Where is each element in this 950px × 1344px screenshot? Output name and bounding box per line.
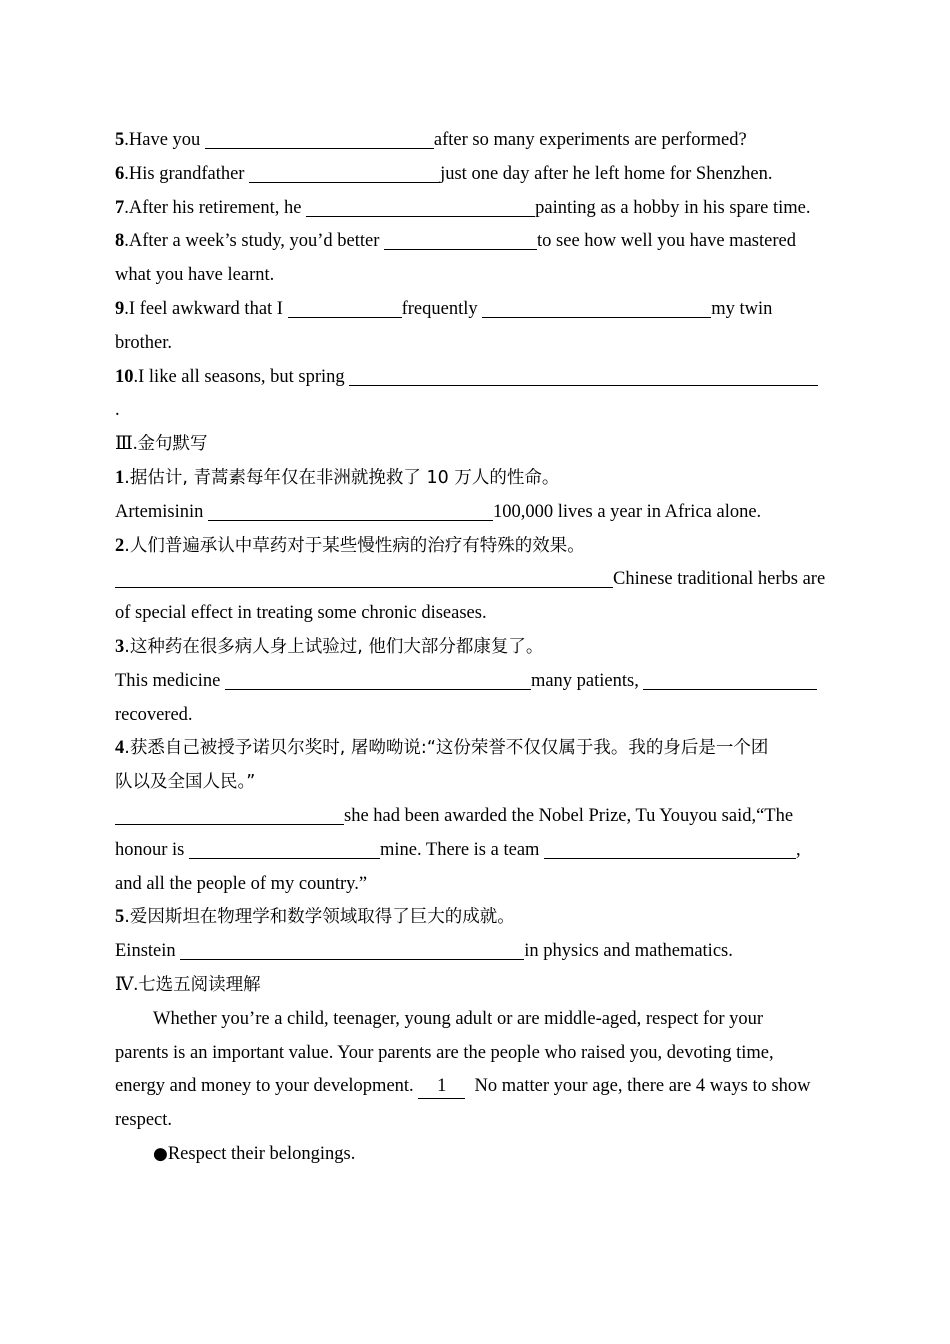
question-9 <box>115 293 840 327</box>
question-text: .After his retirement, he <box>124 197 307 218</box>
question-9-continued: brother. <box>115 332 173 353</box>
section-title: 金句默写 <box>137 434 208 455</box>
question-text: .I like all seasons, but spring <box>133 366 350 387</box>
question-text: my twin <box>711 298 773 319</box>
question-8-continued: what you have learnt. <box>115 265 275 286</box>
chinese-prompt: .获悉自己被授予诺贝尔奖时, 屠呦呦说:“这份荣誉不仅仅属于我。我的身后是一个团 <box>124 738 769 759</box>
section-roman: Ⅲ. <box>115 434 138 455</box>
answer-blank[interactable] <box>115 563 613 588</box>
question-text: just one day after he left home for Shenzhen. <box>440 163 773 184</box>
sentence-4-chinese-continued: 队以及全国人民。” <box>115 772 256 793</box>
answer-blank[interactable] <box>349 361 818 386</box>
sentence-2-english <box>115 563 840 597</box>
bullet-icon: ● <box>153 1143 168 1164</box>
english-text: Chinese traditional herbs are <box>613 569 826 590</box>
passage-text: energy and money to your development. <box>115 1076 419 1097</box>
answer-blank[interactable] <box>115 800 344 825</box>
answer-blank[interactable] <box>208 496 493 521</box>
english-text: This medicine <box>115 670 225 691</box>
answer-blank[interactable] <box>249 158 440 183</box>
english-text: Artemisinin <box>115 501 209 522</box>
question-number: 3 <box>115 636 125 657</box>
passage-line <box>115 1070 840 1104</box>
question-text: .His grandfather <box>124 163 250 184</box>
sentence-2-continued: of special effect in treating some chronic diseases. <box>115 603 487 624</box>
sentence-3-english <box>115 665 840 699</box>
sentence-4-chinese <box>115 732 840 766</box>
passage-line: respect. <box>115 1110 173 1131</box>
question-number: 8 <box>115 231 125 252</box>
answer-blank[interactable] <box>180 935 524 960</box>
passage-bullet <box>115 1138 840 1172</box>
question-text: painting as a hobby in his spare time. <box>535 197 811 218</box>
question-6 <box>115 158 840 192</box>
question-5 <box>115 124 840 158</box>
sentence-4-english-2 <box>115 834 840 868</box>
question-text: .Have you <box>124 130 205 150</box>
question-text: to see how well you have mastered <box>537 231 796 252</box>
english-text: many patients, <box>530 670 644 691</box>
section-title: 七选五阅读理解 <box>138 974 261 995</box>
question-number: 5 <box>115 130 125 150</box>
passage-text: No matter your age, there are 4 ways to show <box>465 1076 811 1097</box>
sentence-3-chinese <box>115 631 840 665</box>
sentence-3-continued: recovered. <box>115 704 193 725</box>
chinese-prompt: .这种药在很多病人身上试验过, 他们大部分都康复了。 <box>124 636 544 657</box>
answer-blank[interactable] <box>288 293 402 318</box>
bullet-text: Respect their belongings. <box>167 1143 356 1164</box>
section-roman: Ⅳ. <box>115 974 139 995</box>
sentence-5-english <box>115 935 840 969</box>
answer-blank[interactable] <box>225 665 531 690</box>
english-text: she had been awarded the Nobel Prize, Tu Youyou said,“The <box>344 805 794 826</box>
sentence-4-english <box>115 800 840 834</box>
english-text: honour is <box>115 839 189 860</box>
question-text: .After a week’s study, you’d better <box>124 231 385 252</box>
answer-blank[interactable] <box>306 192 535 217</box>
passage-blank-1[interactable]: 1 <box>418 1074 465 1099</box>
question-text: .I feel awkward that I <box>124 298 288 319</box>
answer-blank[interactable] <box>643 665 817 690</box>
question-10 <box>115 361 840 395</box>
chinese-prompt: .爱因斯坦在物理学和数学领域取得了巨大的成就。 <box>124 907 515 928</box>
sentence-5-chinese <box>115 901 840 935</box>
question-7 <box>115 192 840 226</box>
answer-blank[interactable] <box>544 834 796 859</box>
sentence-2-chinese <box>115 530 840 564</box>
question-number: 4 <box>115 738 125 759</box>
worksheet-page <box>115 124 840 1172</box>
question-10-continued: . <box>115 400 120 421</box>
question-number: 1 <box>115 467 125 488</box>
sentence-1-english <box>115 496 840 530</box>
question-8 <box>115 225 840 259</box>
section-3-title <box>115 428 840 462</box>
question-number: 6 <box>115 163 125 184</box>
answer-blank[interactable] <box>384 225 537 250</box>
sentence-4-continued: and all the people of my country.” <box>115 873 368 894</box>
question-number: 9 <box>115 298 125 319</box>
question-number: 10 <box>115 366 134 387</box>
answer-blank[interactable] <box>189 834 380 859</box>
english-text: Einstein <box>115 941 181 962</box>
sentence-1-chinese <box>115 462 840 496</box>
answer-blank[interactable] <box>205 124 434 149</box>
question-number: 7 <box>115 197 125 218</box>
chinese-prompt: .据估计, 青蒿素每年仅在非洲就挽救了 10 万人的性命。 <box>124 467 560 488</box>
english-text: in physics and mathematics. <box>524 941 733 962</box>
english-text: 100,000 lives a year in Africa alone. <box>493 501 762 522</box>
passage-line: Whether you’re a child, teenager, young adult or are middle-aged, respect for your <box>153 1008 764 1029</box>
english-text: , <box>796 839 801 860</box>
section-4-title <box>115 969 840 1003</box>
passage-line: parents is an important value. Your parents are the people who raised you, devoting time, <box>115 1042 774 1063</box>
english-text: mine. There is a team <box>380 839 545 860</box>
question-number: 2 <box>115 535 125 556</box>
chinese-prompt: .人们普遍承认中草药对于某些慢性病的治疗有特殊的效果。 <box>124 535 585 556</box>
question-text: after so many experiments are performed? <box>433 130 747 150</box>
question-text: frequently <box>401 298 483 319</box>
answer-blank[interactable] <box>482 293 711 318</box>
question-number: 5 <box>115 907 125 928</box>
